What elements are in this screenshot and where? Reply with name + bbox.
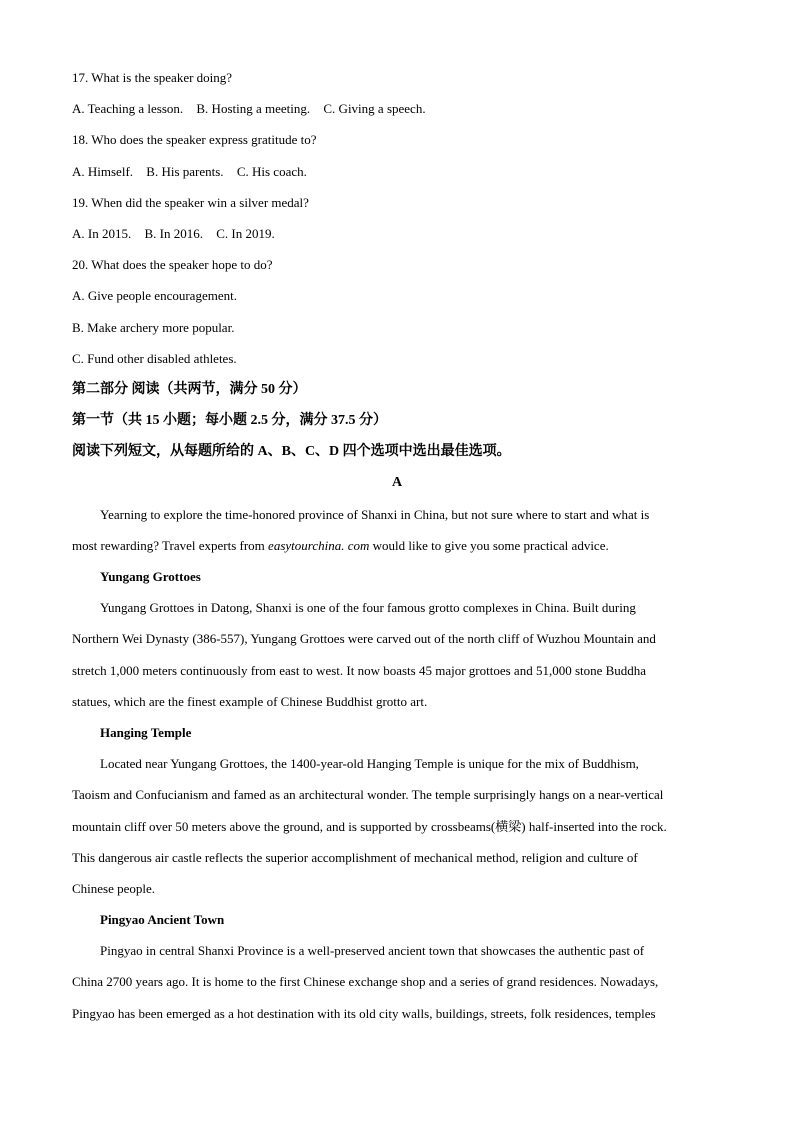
option-b: B. In 2016. [144,225,203,241]
question-20-option-a: A. Give people encouragement. [72,288,237,304]
intro-line-1: Yearning to explore the time-honored province of Shanxi in China, but not sure where to start and what is [100,506,650,522]
paragraph-line: stretch 1,000 meters continuously from east to west. It now boasts 45 major grottoes and 51,000 stone Buddha [72,662,647,678]
question-17-options [72,93,722,124]
reading-instruction: 阅读下列短文，从每题所给的 A、B、C、D 四个选项中选出最佳选项。 [72,444,511,460]
option-b: B. His parents. [146,163,224,179]
paragraph-line: Pingyao has been emerged as a hot destination with its old city walls, buildings, streets, folk residences, temples [72,1005,656,1021]
paragraph-line: Located near Yungang Grottoes, the 1400-year-old Hanging Temple is unique for the mix of Buddhism, [100,756,639,772]
option-a: A. Himself. [72,163,134,179]
question-20-option-c: C. Fund other disabled athletes. [72,350,237,366]
option-a: A. Teaching a lesson. [72,101,184,117]
question-20: 20. What does the speaker hope to do? [72,257,273,273]
question-19: 19. When did the speaker win a silver medal? [72,194,309,210]
option-a: A. In 2015. [72,225,132,241]
paragraph-line: Yungang Grottoes in Datong, Shanxi is one of the four famous grotto complexes in China. Built during [100,600,636,616]
yungang-title: Yungang Grottoes [100,569,201,584]
section-title: 第一节（共 15 小题；每小题 2.5 分，满分 37.5 分） [72,413,387,429]
paragraph-line: Northern Wei Dynasty (386-557), Yungang Grottoes were carved out of the north cliff of Wuzhou Mountain and [72,631,656,647]
option-c: C. In 2019. [216,225,275,241]
question-18-options [72,156,722,187]
question-19-options [72,218,722,249]
question-20-option-b: B. Make archery more popular. [72,319,235,335]
paragraph-line: Taoism and Confucianism and famed as an architectural wonder. The temple surprisingly hangs on a near-vertical [72,787,664,803]
paragraph-line: Chinese people. [72,880,156,896]
option-c: C. His coach. [236,163,307,179]
passage-label: A [391,475,403,491]
question-17: 17. What is the speaker doing? [72,70,233,85]
paragraph-line: statues, which are the finest example of Chinese Buddhist grotto art. [72,693,428,709]
paragraph-line: China 2700 years ago. It is home to the first Chinese exchange shop and a series of grand residences. Nowadays, [72,974,659,990]
pingyao-title: Pingyao Ancient Town [100,912,225,928]
option-b: B. Hosting a meeting. [196,101,311,117]
paragraph-line: This dangerous air castle reflects the superior accomplishment of mechanical method, religion and culture of [72,849,638,865]
paragraph-line: Pingyao in central Shanxi Province is a well-preserved ancient town that showcases the authentic past of [100,943,645,959]
part-title: 第二部分 阅读（共两节，满分 50 分） [72,381,307,397]
document-page [72,62,722,1029]
intro-line-2: most rewarding? Travel experts from easytourchina. com would like to give you some practical advice. [72,537,609,553]
website-name: easytourchina. com [268,537,370,553]
question-18: 18. Who does the speaker express gratitude to? [72,132,317,148]
hanging-temple-title: Hanging Temple [100,724,192,740]
paragraph-line: mountain cliff over 50 meters above the ground, and is supported by crossbeams(横梁) half-inserted into the rock. [72,818,667,834]
option-c: C. Giving a speech. [323,101,426,117]
